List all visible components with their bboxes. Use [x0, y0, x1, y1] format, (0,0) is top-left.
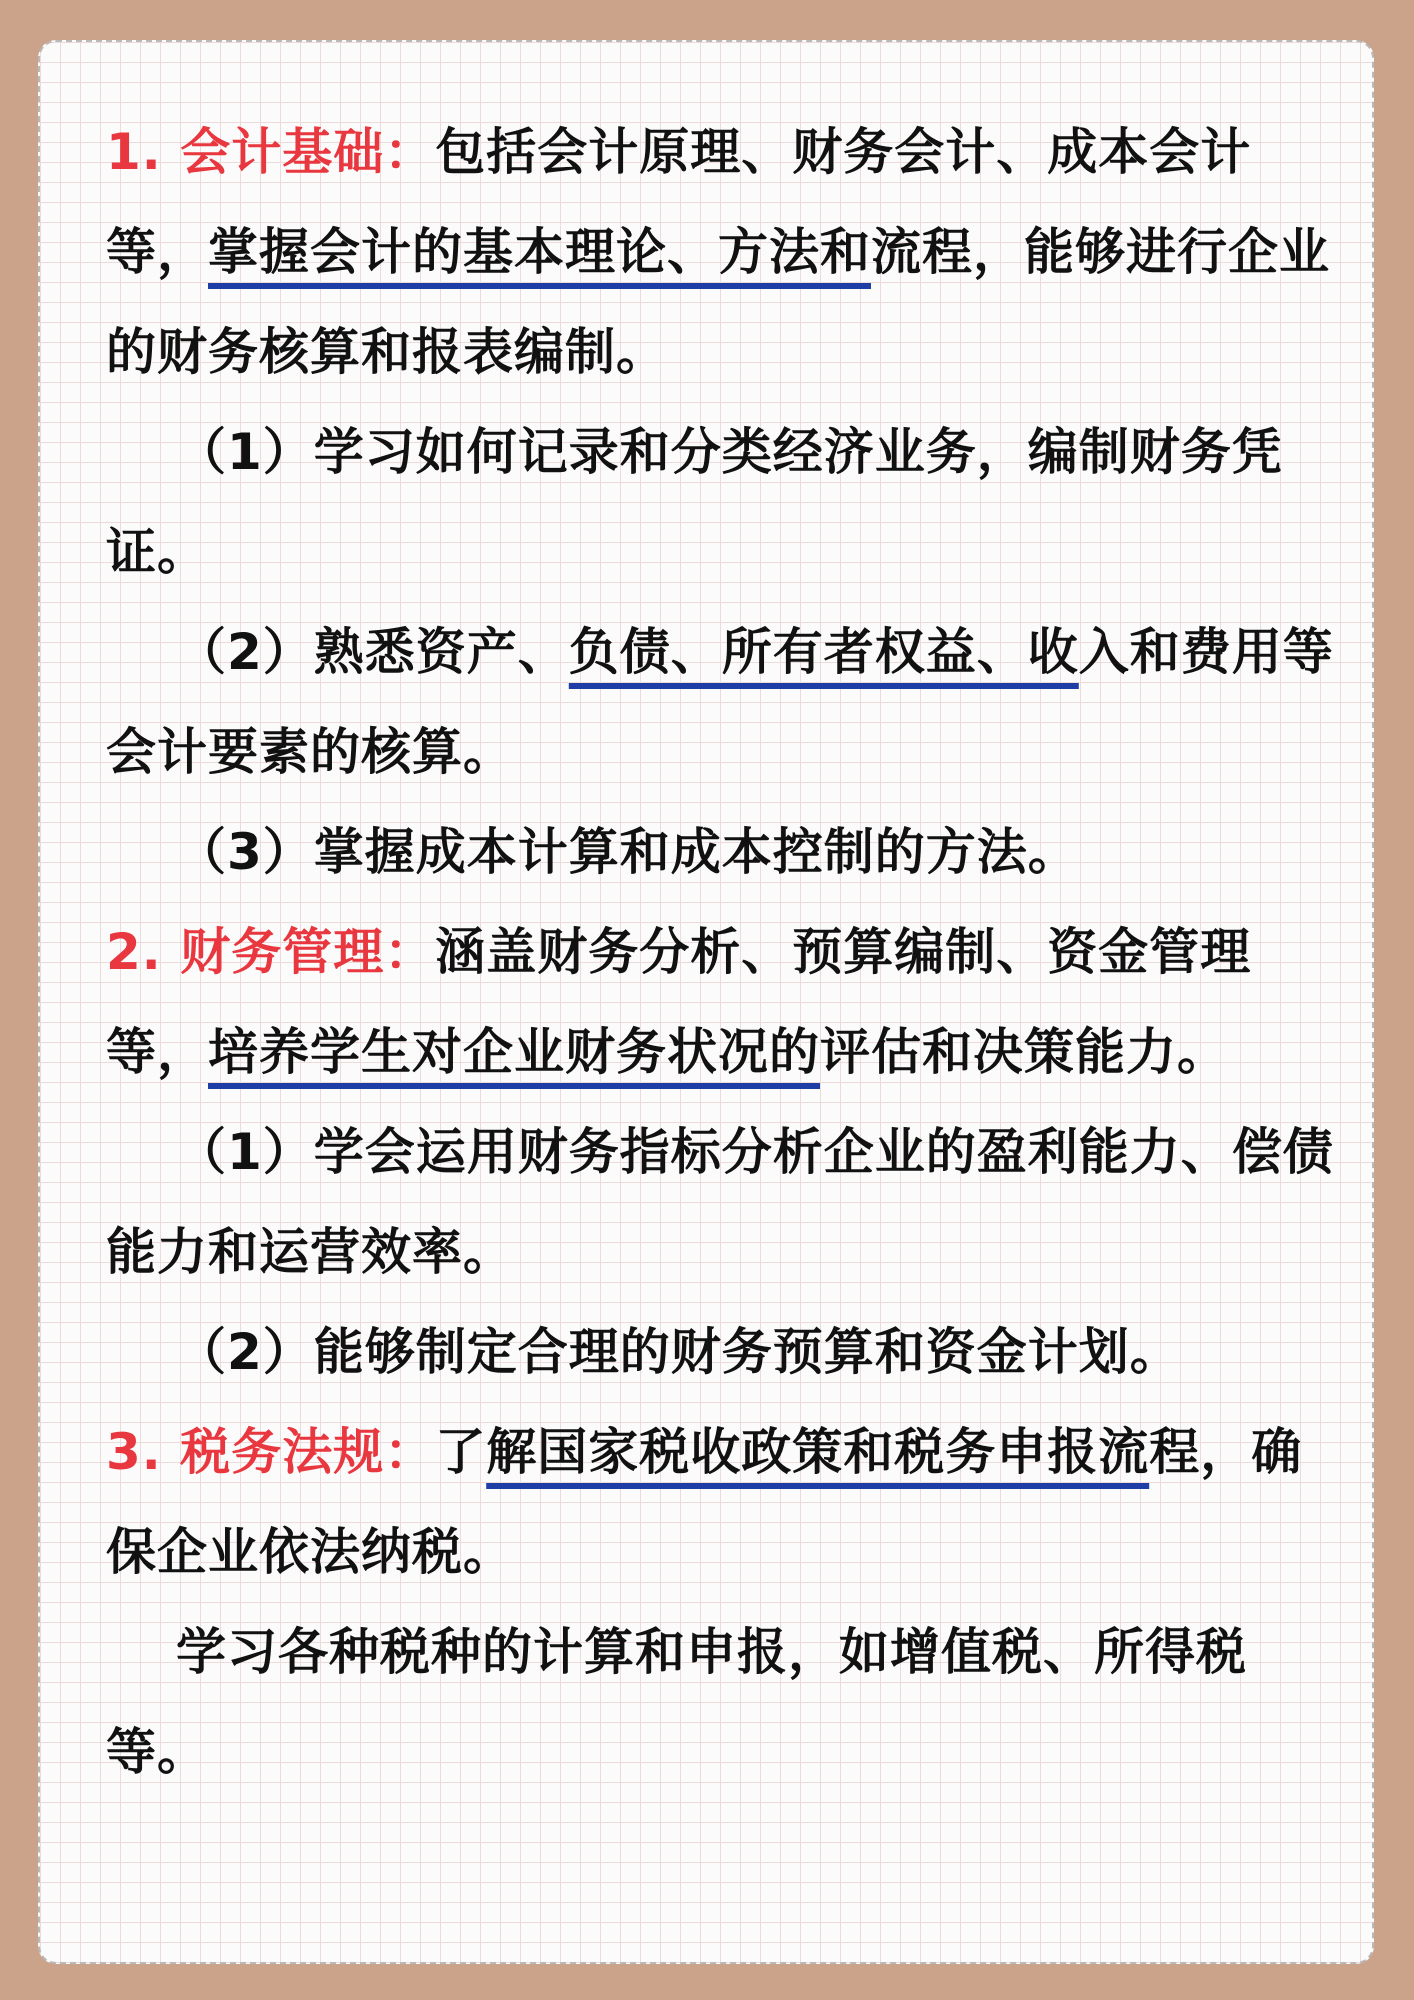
section-1-text-end: 流程，能够进行企业的财务核算和报表编制。	[106, 223, 1330, 381]
section-1-underlined-text: 掌握会计的基本理论、方法和	[208, 223, 871, 281]
section-1-item-2	[106, 602, 1342, 802]
section-2-item-1: （1）学会运用财务指标分析企业的盈利能力、偿债能力和运营效率。	[106, 1123, 1334, 1281]
section-1-heading: 1. 会计基础：	[106, 123, 436, 181]
section-2-item-2: （2）能够制定合理的财务预算和资金计划。	[176, 1323, 1181, 1381]
note-paper	[38, 40, 1374, 1964]
section-1-item-2-text-end: 入和费用等会计要素的核算。	[106, 623, 1334, 781]
section-1-item-1: （1）学习如何记录和分类经济业务，编制财务凭证。	[106, 423, 1283, 581]
section-3-text: 了	[435, 1423, 487, 1481]
section-2-text: 涵盖财务分析、预算编制、资金管理等，	[106, 923, 1252, 1081]
section-3-underlined-text: 解国家税收政策和税务申报流	[486, 1423, 1150, 1481]
section-3-intro	[106, 1402, 1342, 1602]
section-1-text: 包括会计原理、财务会计、成本会计等，	[106, 123, 1252, 281]
note-content	[106, 102, 1342, 1802]
section-3-heading: 3. 税务法规：	[106, 1423, 436, 1481]
section-1-intro	[106, 102, 1342, 402]
section-1-item-3: （3）掌握成本计算和成本控制的方法。	[176, 823, 1079, 881]
section-2-underlined-text: 培养学生对企业财务状况的	[208, 1023, 820, 1081]
section-1-item-2-text: （2）熟悉资产、	[176, 623, 569, 681]
section-3-text-end: 程，确保企业依法纳税。	[106, 1423, 1303, 1581]
section-2-intro	[106, 902, 1342, 1102]
section-3-item-1: 学习各种税种的计算和申报，如增值税、所得税等。	[106, 1623, 1247, 1781]
section-2-text-end: 评估和决策能力。	[820, 1023, 1228, 1081]
section-1-item-2-underlined: 负债、所有者权益、收	[568, 623, 1079, 681]
section-2-heading: 2. 财务管理：	[106, 923, 436, 981]
